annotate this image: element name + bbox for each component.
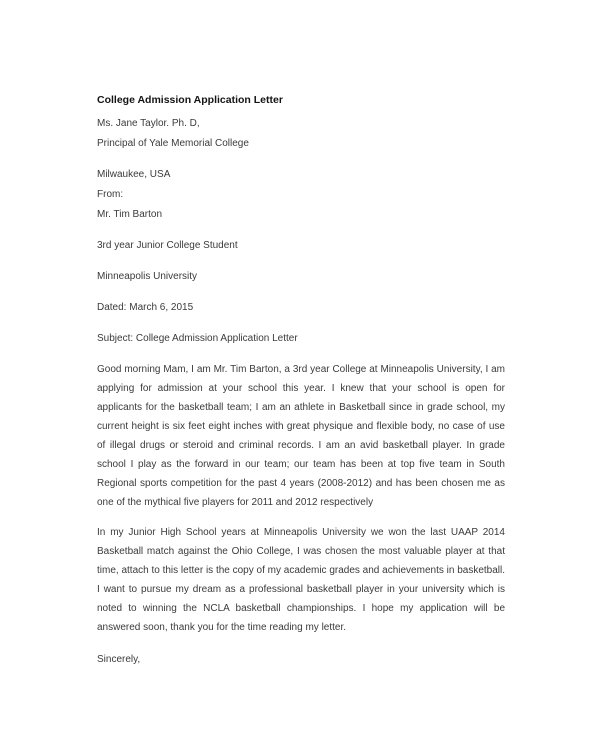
from-label: From: <box>97 189 124 200</box>
recipient-position: Principal of Yale Memorial College <box>97 138 249 149</box>
sender-school: Minneapolis University <box>97 271 198 282</box>
letter-title: College Admission Application Letter <box>97 94 283 106</box>
recipient-name: Ms. Jane Taylor. Ph. D, <box>97 118 200 129</box>
sender-role: 3rd year Junior College Student <box>97 240 238 251</box>
body-paragraph-2: In my Junior High School years at Minneapolis University we won the last UAAP 2014 Basketball match against the Ohio College, I was chosen the most valuable player at that time, attach to this letter is the copy of my academic grades and achievements in basketball. I want to pursue my dream as a professional basketball player in your university which is noted to winning the NCLA basketball championships. I hope my application will be answered soon, thank you for the time reading my letter. <box>97 527 505 633</box>
subject-line: Subject: College Admission Application Letter <box>97 333 298 344</box>
date-line: Dated: March 6, 2015 <box>97 302 194 313</box>
recipient-location: Milwaukee, USA <box>97 169 171 180</box>
closing-line: Sincerely, <box>97 654 141 665</box>
sender-name: Mr. Tim Barton <box>97 209 163 220</box>
body-paragraph-1: Good morning Mam, I am Mr. Tim Barton, a 3rd year College at Minneapolis University, I am applying for admission at your school this year. I knew that your school is open for applicants for the basketball team; I am an athlete in Basketball since in grade school, my current height is six feet eight inches with great physique and flexible body, no case of use of illegal drugs or steroid and criminal records. I am an avid basketball player. In grade school I play as the forward in our team; our team has been at top five team in South Regional sports competition for the past 4 years (2008-2012) and has been chosen me as one of the mythical five players for 2011 and 2012 respectively <box>97 364 505 508</box>
